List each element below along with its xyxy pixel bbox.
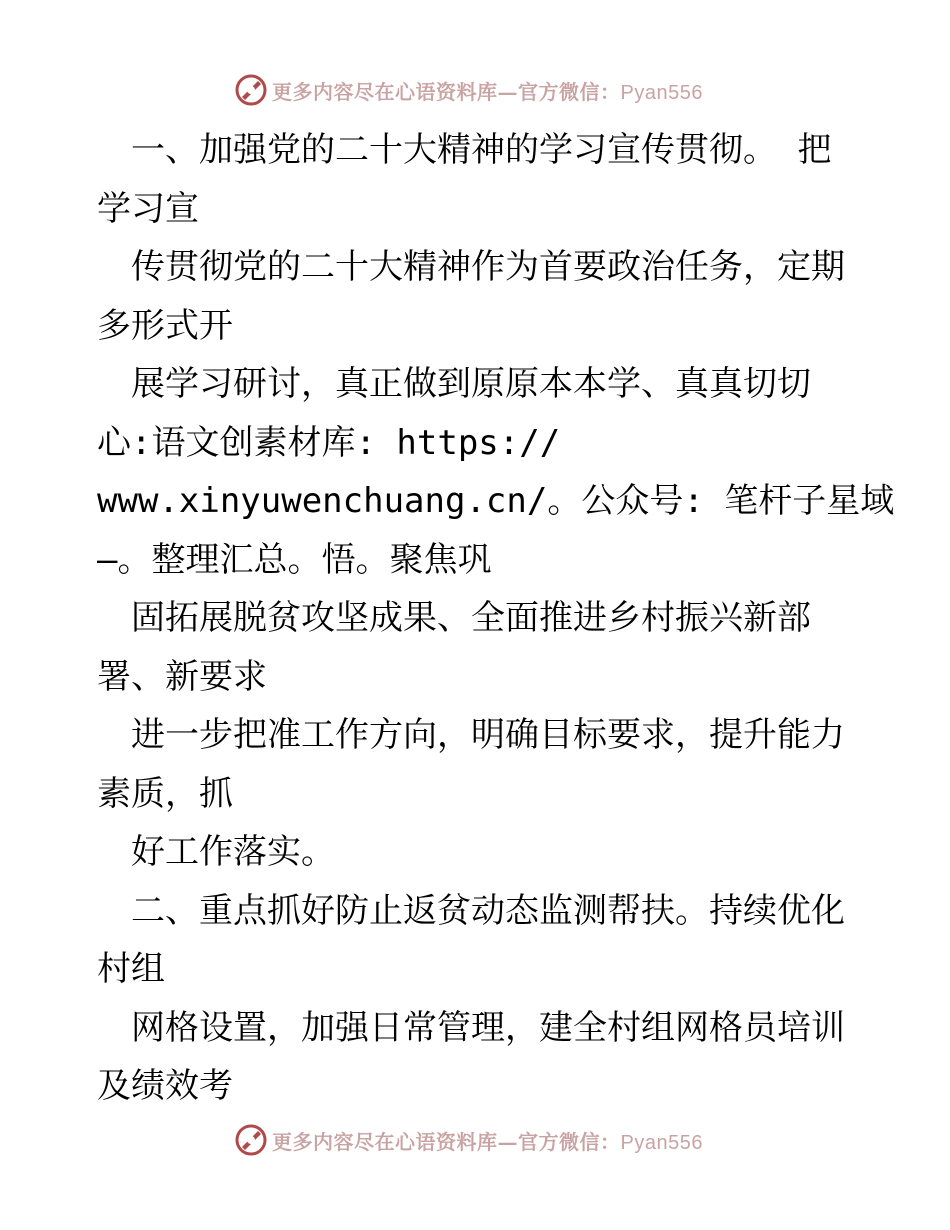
watermark-brand: 更多内容尽在心语资料库 <box>272 79 498 104</box>
text-line: www.xinyuwenchuang.cn/。公众号: 笔杆子星域 <box>97 481 895 521</box>
text-line: 村组 <box>97 949 165 989</box>
text-line: 传贯彻党的二十大精神作为首要政治任务，定期 <box>97 247 845 287</box>
footer-watermark <box>0 1120 950 1160</box>
text-line: 固拓展脱贫攻坚成果、全面推进乡村振兴新部 <box>97 598 811 638</box>
watermark-text <box>272 1126 703 1155</box>
watermark-contact: 官方微信： <box>518 79 621 104</box>
text-line: 网格设置，加强日常管理，建全村组网格员培训 <box>97 1007 845 1048</box>
watermark-text <box>272 76 703 105</box>
watermark-id: Pyan556 <box>620 1131 703 1154</box>
document-body <box>97 121 895 1116</box>
text-line: 进一步把准工作方向，明确目标要求，提升能力 <box>97 715 845 755</box>
watermark-contact: 官方微信： <box>518 1129 621 1154</box>
text-line: 一、加强党的二十大精神的学习宣传贯彻。 把 <box>97 130 832 170</box>
brand-logo-icon <box>234 73 268 107</box>
text-line: 学习宣 <box>97 188 199 229</box>
text-line: —。整理汇总。悟。聚焦巩 <box>97 539 492 580</box>
text-line: 及绩效考 <box>97 1066 233 1106</box>
watermark-brand: 更多内容尽在心语资料库 <box>272 1129 498 1154</box>
watermark-separator: — <box>497 79 518 104</box>
brand-logo-icon <box>234 1123 268 1157</box>
text-line: 多形式开 <box>97 305 233 346</box>
text-line: 展学习研讨，真正做到原原本本学、真真切切 <box>97 364 811 404</box>
text-line: 署、新要求 <box>97 656 267 697</box>
watermark-separator: — <box>497 1129 518 1154</box>
header-watermark <box>0 70 950 110</box>
text-line: 素质，抓 <box>97 773 233 814</box>
text-line: 二、重点抓好防止返贫动态监测帮扶。持续优化 <box>97 890 845 931</box>
watermark-id: Pyan556 <box>620 81 703 104</box>
text-line: 心:语文创素材库: https:// <box>97 422 561 463</box>
text-line: 好工作落实。 <box>97 832 335 872</box>
